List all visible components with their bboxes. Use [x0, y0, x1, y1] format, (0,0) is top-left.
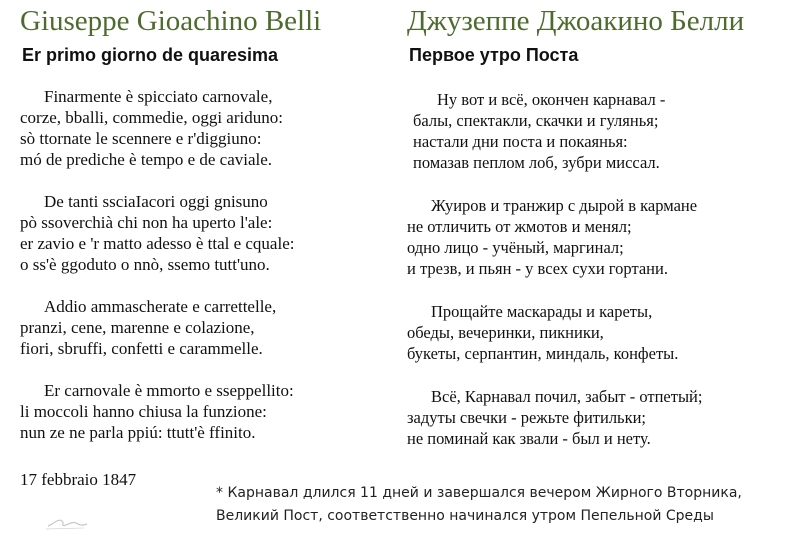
signature-mark	[44, 512, 90, 532]
poem-title-russian: Первое утро Поста	[409, 45, 579, 65]
russian-column	[407, 0, 807, 471]
poem-line: er zavio e 'r matto adesso è ttal e cquale:	[20, 234, 295, 253]
poem-date: 17 febbraio 1847	[20, 470, 137, 489]
poem-line: pò ssoverchià chi non ha uperto l'ale:	[20, 213, 273, 232]
stanza	[407, 195, 807, 279]
footnote	[216, 482, 742, 528]
poem-line: Жуиров и транжир с дырой в кармане	[431, 196, 698, 215]
poem-line: обеды, вечеринки, пикники,	[407, 323, 604, 342]
stanza	[407, 89, 807, 173]
poem-line: li moccoli hanno chiusa la funzione:	[20, 402, 267, 421]
poem-line: pranzi, cene, marenne e colazione,	[20, 318, 255, 337]
author-name-italian: Giuseppe Gioachino Belli	[20, 5, 322, 37]
poem-line: corze, bballi, commedie, oggi ariduno:	[20, 108, 283, 127]
poem-line: De tanti ssciaIacori oggi gnisuno	[44, 192, 268, 211]
poem-line: букеты, серпантин, миндаль, конфеты.	[407, 344, 679, 363]
stanza	[407, 386, 807, 449]
footnote-line: Великий Пост, соответственно начинался утром Пепельной Среды	[216, 508, 714, 524]
poem-line: Finarmente è spicciato carnovale,	[44, 87, 273, 106]
poem-line: одно лицо - учёный, маргинал;	[407, 238, 624, 257]
poem-line: Прощайте маскарады и кареты,	[431, 302, 653, 321]
stanza	[20, 191, 400, 275]
stanza	[407, 301, 807, 364]
poem-line: Всё, Карнавал почил, забыт - отпетый;	[431, 387, 703, 406]
poem-line: Addio ammascherate e carrettelle,	[44, 297, 277, 316]
poem-line: sò ttornate le scennere e r'diggiuno:	[20, 129, 262, 148]
author-name-russian: Джузеппе Джоакино Белли	[407, 5, 745, 37]
poem-body-italian	[20, 86, 400, 443]
poem-line: Er carnovale è mmorto e sseppellito:	[44, 381, 294, 400]
stanza	[20, 296, 400, 359]
poem-line: nun ze ne parla ppiú: ttutt'è ffinito.	[20, 423, 256, 442]
poem-title-italian: Er primo giorno de quaresima	[22, 45, 279, 65]
footnote-line: * Карнавал длился 11 дней и завершался вечером Жирного Вторника,	[216, 485, 742, 501]
poem-line: не поминай как звали - был и нету.	[407, 429, 651, 448]
poem-body-russian	[407, 89, 807, 449]
poem-line: настали дни поста и покаянья:	[413, 132, 628, 151]
stanza	[20, 86, 400, 170]
poem-line: o ss'è ggoduto o nnò, ssemo tutt'uno.	[20, 255, 270, 274]
poem-line: Ну вот и всё, окончен карнавал -	[437, 90, 666, 109]
italian-column	[20, 0, 400, 464]
poem-line: fiori, sbruffi, confetti e carammelle.	[20, 339, 263, 358]
stanza	[20, 380, 400, 443]
poem-line: задуты свечки - режьте фитильки;	[407, 408, 647, 427]
poem-line: не отличить от жмотов и менял;	[407, 217, 632, 236]
poem-line: и трезв, и пьян - у всех сухи гортани.	[407, 259, 668, 278]
poem-line: балы, спектакли, скачки и гулянья;	[413, 111, 659, 130]
poem-line: mó de prediche è tempo e de caviale.	[20, 150, 273, 169]
poem-line: помазав пеплом лоб, зубри миссал.	[413, 153, 660, 172]
